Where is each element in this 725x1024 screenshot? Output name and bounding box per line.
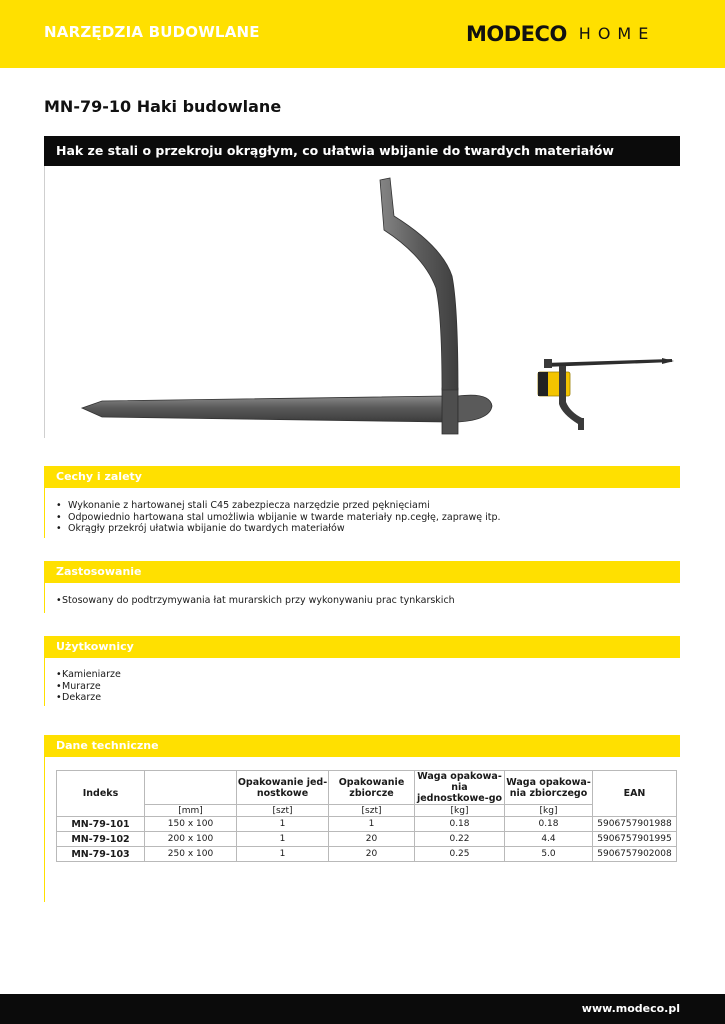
application-list [56,595,455,607]
unit-cell: [szt] [329,805,415,817]
col-size-header [145,771,237,805]
section-application-title: Zastosowanie [56,565,142,578]
cell-ean: 5906757902008 [593,847,677,862]
brand-logo [466,20,655,48]
section-users-title: Użytkownicy [56,640,134,653]
table-row [57,817,677,832]
cell-size: 250 x 100 [145,847,237,862]
col-index-header: Indeks [57,771,145,817]
table-units-row [57,805,677,817]
list-item: • Murarze [56,680,101,692]
table-row [57,847,677,862]
unit-cell: [kg] [415,805,505,817]
product-image-main [44,166,680,438]
cell-size: 200 x 100 [145,832,237,847]
cell-size: 150 x 100 [145,817,237,832]
cell-ean: 5906757901995 [593,832,677,847]
col-bulk-pack-header: Opakowanie zbiorcze [329,771,415,805]
col-bulk-weight-header: Waga opakowa-nia zbiorczego [505,771,593,805]
cell-bulk-pack: 1 [329,817,415,832]
list-item: • Stosowany do podtrzymywania łat murarskich przy wykonywaniu prac tynkarskich [56,595,455,606]
cell-unit-weight: 0.25 [415,847,505,862]
footer-bar [0,994,725,1024]
col-unit-pack-header: Opakowanie jed-nostkowe [237,771,329,805]
product-subtitle: Hak ze stali o przekroju okrągłym, co ułatwia wbijanie do twardych materiałów [56,143,614,158]
unit-cell: [mm] [145,805,237,817]
brand-logo-main: MODECO [466,22,567,46]
section-users-header [44,636,680,658]
cell-bulk-weight: 0.18 [505,817,593,832]
unit-cell: [kg] [505,805,593,817]
section-technical-title: Dane techniczne [56,739,159,752]
technical-data-table [56,770,677,862]
list-item: • Wykonanie z hartowanej stali C45 zabezpiecza narzędzie przed pęknięciami [56,500,430,511]
cell-ean: 5906757901988 [593,817,677,832]
cell-index: MN-79-102 [57,832,145,847]
cell-bulk-pack: 20 [329,847,415,862]
list-item: • Okrągły przekrój ułatwia wbijanie do twardych materiałów [56,523,345,535]
section-technical-line [44,757,45,902]
section-application-line [44,583,45,613]
product-image-area [44,166,680,438]
product-image-small [538,358,674,430]
col-unit-weight-header: Waga opakowa-nia jednostkowe-go [415,771,505,805]
table-header-row [57,771,677,805]
product-title: MN-79-10 Haki budowlane [44,97,282,116]
cell-bulk-pack: 20 [329,832,415,847]
list-item: • Dekarze [56,692,102,704]
section-features-line [44,488,45,538]
cell-unit-pack: 1 [237,847,329,862]
cell-index: MN-79-101 [57,817,145,832]
section-features-title: Cechy i zalety [56,470,142,483]
col-ean-header: EAN [593,771,677,817]
header-bar [0,0,725,68]
cell-unit-pack: 1 [237,832,329,847]
cell-bulk-weight: 4.4 [505,832,593,847]
list-item: • Odpowiednio hartowana stal umożliwia wbijanie w twarde materiały np.cegłę, zaprawę itp. [56,511,501,523]
section-technical-header [44,735,680,757]
cell-unit-pack: 1 [237,817,329,832]
users-list [56,669,121,704]
cell-bulk-weight: 5.0 [505,847,593,862]
footer-website-link[interactable]: www.modeco.pl [581,1002,680,1015]
brand-logo-sub: HOME [578,24,656,43]
list-item: • Kamieniarze [56,669,121,680]
category-title: NARZĘDZIA BUDOWLANE [44,23,260,41]
cell-unit-weight: 0.22 [415,832,505,847]
unit-cell: [szt] [237,805,329,817]
cell-unit-weight: 0.18 [415,817,505,832]
section-features-header [44,466,680,488]
product-subtitle-bar [44,136,680,166]
features-list [56,500,501,535]
cell-index: MN-79-103 [57,847,145,862]
section-application-header [44,561,680,583]
table-row [57,832,677,847]
section-users-line [44,658,45,706]
